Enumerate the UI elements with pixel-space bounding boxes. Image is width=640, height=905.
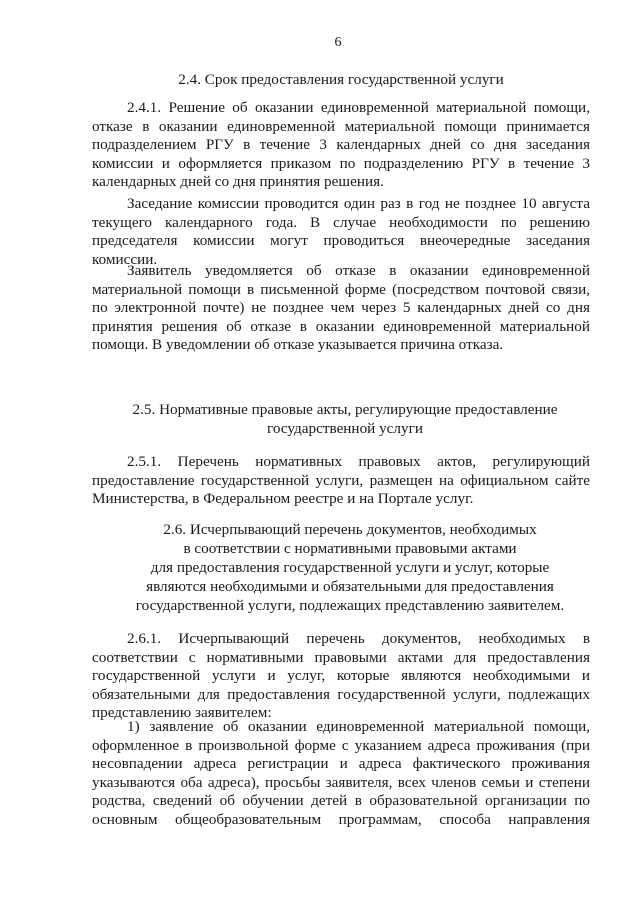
section-2-5-heading-line-1: 2.5. Нормативные правовые акты, регулирующие предоставление — [132, 401, 558, 418]
section-2-4-notice-paragraph: Заявитель уведомляется об отказе в оказании единовременной материальной помощи в письменной форме (посредством почтовой связи, по электронной почте) не позднее чем через 5 календарных дней со дня принятия решения об отказе в оказании единовременной материальной помощи. В уведомлении об отказе указывается причина отказа. — [92, 262, 590, 354]
section-2-5-1-paragraph: 2.5.1. Перечень нормативных правовых актов, регулирующий предоставление государственной услуги, размещен на официальном сайте Министерства, в Федеральном реестре и на Портале услуг. — [92, 453, 590, 508]
section-2-6-1-item-1: 1) заявление об оказании единовременной материальной помощи, оформленное в произвольной форме с указанием адреса проживания (при несовпадении адреса регистрации и адреса фактического проживания указываются оба адреса), просьбы заявителя, всех членов семьи и степени родства, сведений об обучении детей в образовательной организации по основным общеобразовательным программам, способа направления — [92, 718, 590, 828]
section-2-6-heading-line-1: 2.6. Исчерпывающий перечень документов, необходимых — [163, 521, 537, 538]
section-2-4-1-paragraph: 2.4.1. Решение об оказании единовременной материальной помощи, отказе в оказании единовременной материальной помощи принимается подразделением РГУ в течение 3 календарных дней со дня заседания комиссии и оформляется приказом по подразделению РГУ в течение 3 календарных дней со дня принятия решения. — [92, 99, 590, 191]
section-2-6-heading-line-5: государственной услуги, подлежащих представлению заявителем. — [135, 597, 565, 614]
section-2-6-heading-line-3: для предоставления государственной услуги и услуг, которые — [150, 559, 550, 576]
section-2-6-heading-line-4: являются необходимыми и обязательными для предоставления — [146, 578, 554, 595]
section-2-4-meeting-paragraph: Заседание комиссии проводится один раз в год не позднее 10 августа текущего календарного года. В случае необходимости по решению председателя комиссии могут проводиться внеочередные заседания комиссии. — [92, 195, 590, 268]
section-2-5-heading-line-2: государственной услуги — [267, 420, 423, 437]
section-2-6-heading-line-2: в соответствии с нормативными правовыми актами — [183, 540, 517, 557]
section-2-4-heading: 2.4. Срок предоставления государственной услуги — [178, 71, 504, 88]
section-2-6-1-paragraph: 2.6.1. Исчерпывающий перечень документов, необходимых в соответствии с нормативными правовыми актами для предоставления государственной услуги и услуг, которые являются необходимыми и обязательными для предоставления государственной услуги, подлежащих представлению заявителем: — [92, 630, 590, 722]
page-number: 6 — [334, 35, 342, 50]
